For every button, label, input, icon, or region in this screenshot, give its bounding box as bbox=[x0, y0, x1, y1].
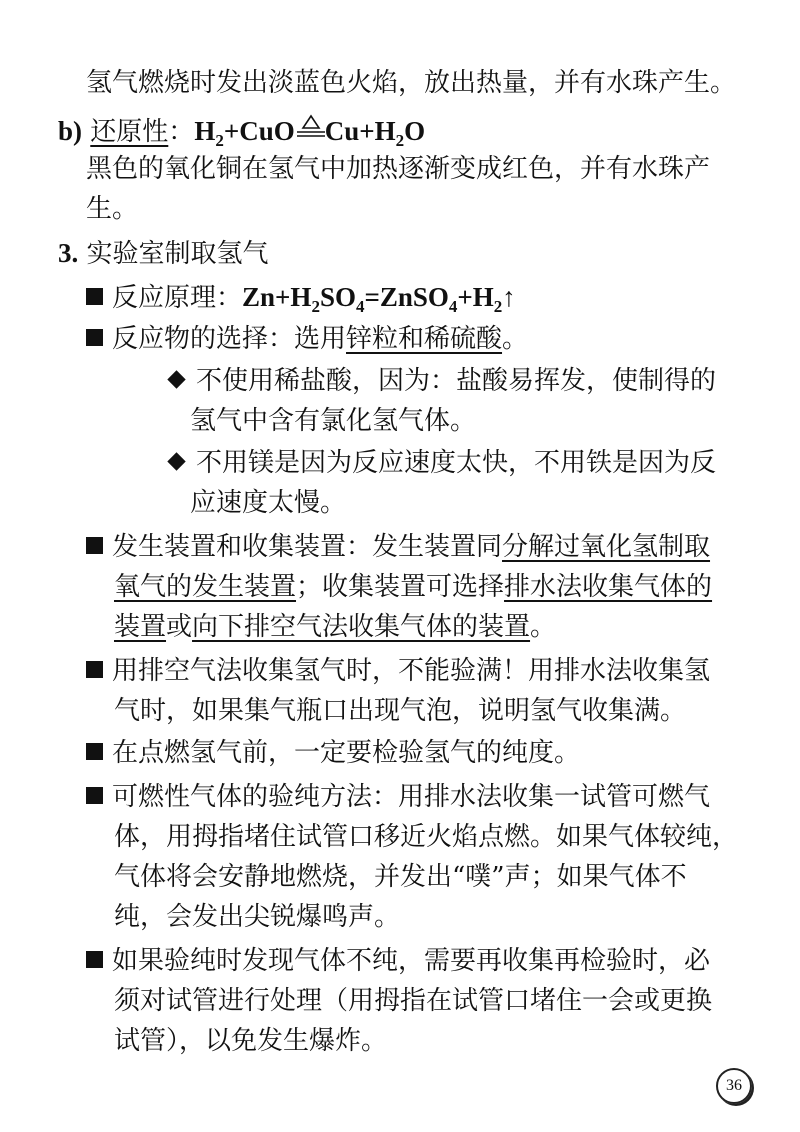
black-square-icon bbox=[86, 537, 103, 554]
black-square-icon bbox=[86, 743, 103, 760]
heating-triangle-icon bbox=[295, 110, 325, 140]
principle-label: 反应原理： bbox=[112, 283, 243, 313]
reactant-underlined: 锌粒和稀硫酸 bbox=[346, 324, 503, 354]
impure-handling-line-2: 须对试管进行处理（用拇指在试管口堵住一会或更换 bbox=[114, 986, 713, 1016]
impure-handling-line-3: 试管），以免发生爆炸。 bbox=[114, 1026, 388, 1056]
reactant-choice-line: 反应物的选择：选用锌粒和稀硫酸。 bbox=[86, 322, 528, 358]
equation-subscript: 2 bbox=[311, 297, 320, 316]
reducing-property-line bbox=[58, 110, 426, 150]
apparatus-line-1: 发生装置和收集装置：发生装置同分解过氧化氢制取 bbox=[86, 530, 710, 566]
equation-subscript: 4 bbox=[448, 297, 458, 316]
black-square-icon bbox=[86, 787, 103, 804]
equation-part: Zn+H bbox=[242, 282, 312, 312]
equation-subscript: 4 bbox=[355, 297, 365, 316]
black-square-icon bbox=[86, 951, 103, 968]
black-square-icon bbox=[86, 661, 103, 678]
item-marker: b) bbox=[58, 116, 83, 146]
text-line-3: 黑色的氧化铜在氢气中加热逐渐变成红色，并有水珠产 bbox=[86, 154, 711, 184]
apparatus-line-3: 装置或向下排空气法收集气体的装置。 bbox=[114, 612, 557, 642]
purity-method-line-1: 可燃性气体的验纯方法：用排水法收集一试管可燃气 bbox=[86, 780, 710, 816]
black-square-icon bbox=[86, 329, 103, 346]
purity-method-line-4: 纯，会发出尖锐爆鸣声。 bbox=[114, 902, 401, 932]
page-number: 36 bbox=[716, 1068, 752, 1104]
reducing-label: 还原性 bbox=[90, 117, 169, 147]
principle-equation bbox=[242, 282, 516, 316]
mg-fe-reason-line: 不用镁是因为反应速度太快，不用铁是因为反 bbox=[168, 446, 716, 482]
mg-fe-reason-line-2: 应速度太慢。 bbox=[190, 488, 347, 518]
hcl-reason-line: 不使用稀盐酸，因为：盐酸易挥发，使制得的 bbox=[168, 364, 716, 400]
apparatus-line-2: 氧气的发生装置；收集装置可选择排水法收集气体的 bbox=[114, 572, 713, 602]
section-number: 3. bbox=[58, 238, 79, 268]
equation-part: =ZnSO bbox=[364, 282, 449, 312]
reaction-principle-line bbox=[86, 280, 516, 316]
equation-part: +H bbox=[457, 282, 494, 312]
colon: ： bbox=[168, 117, 195, 147]
equation: $H_2+CuO$ $Cu+H_2O$ bbox=[194, 116, 425, 146]
black-diamond-icon bbox=[167, 452, 185, 470]
purity-check-line: 在点燃氢气前，一定要检验氢气的纯度。 bbox=[86, 736, 580, 772]
equation-subscript: 2 bbox=[493, 297, 503, 316]
impure-handling-line-1: 如果验纯时发现气体不纯，需要再收集再检验时，必 bbox=[86, 944, 710, 980]
text-line-1: 氢气燃烧时发出淡蓝色火焰，放出热量，并有水珠产生。 bbox=[86, 68, 737, 98]
purity-method-line-3: 气体将会安静地燃烧，并发出“噗”声；如果气体不 bbox=[114, 862, 687, 892]
black-square-icon bbox=[86, 288, 103, 305]
text-line-4: 生。 bbox=[86, 194, 139, 224]
black-diamond-icon bbox=[167, 370, 185, 388]
collect-full-line-2: 气时，如果集气瓶口出现气泡，说明氢气收集满。 bbox=[114, 696, 687, 726]
equation-part: SO bbox=[319, 282, 356, 312]
section-title: 实验室制取氢气 bbox=[86, 239, 269, 269]
purity-method-line-2: 体，用拇指堵住试管口移近火焰点燃。如果气体较纯， bbox=[114, 822, 739, 852]
collect-full-line-1: 用排空气法收集氢气时，不能验满！用排水法收集氢 bbox=[86, 654, 710, 690]
section-heading bbox=[58, 236, 269, 272]
hcl-reason-line-2: 氢气中含有氯化氢气体。 bbox=[190, 406, 477, 436]
equation-part: ↑ bbox=[502, 282, 516, 312]
